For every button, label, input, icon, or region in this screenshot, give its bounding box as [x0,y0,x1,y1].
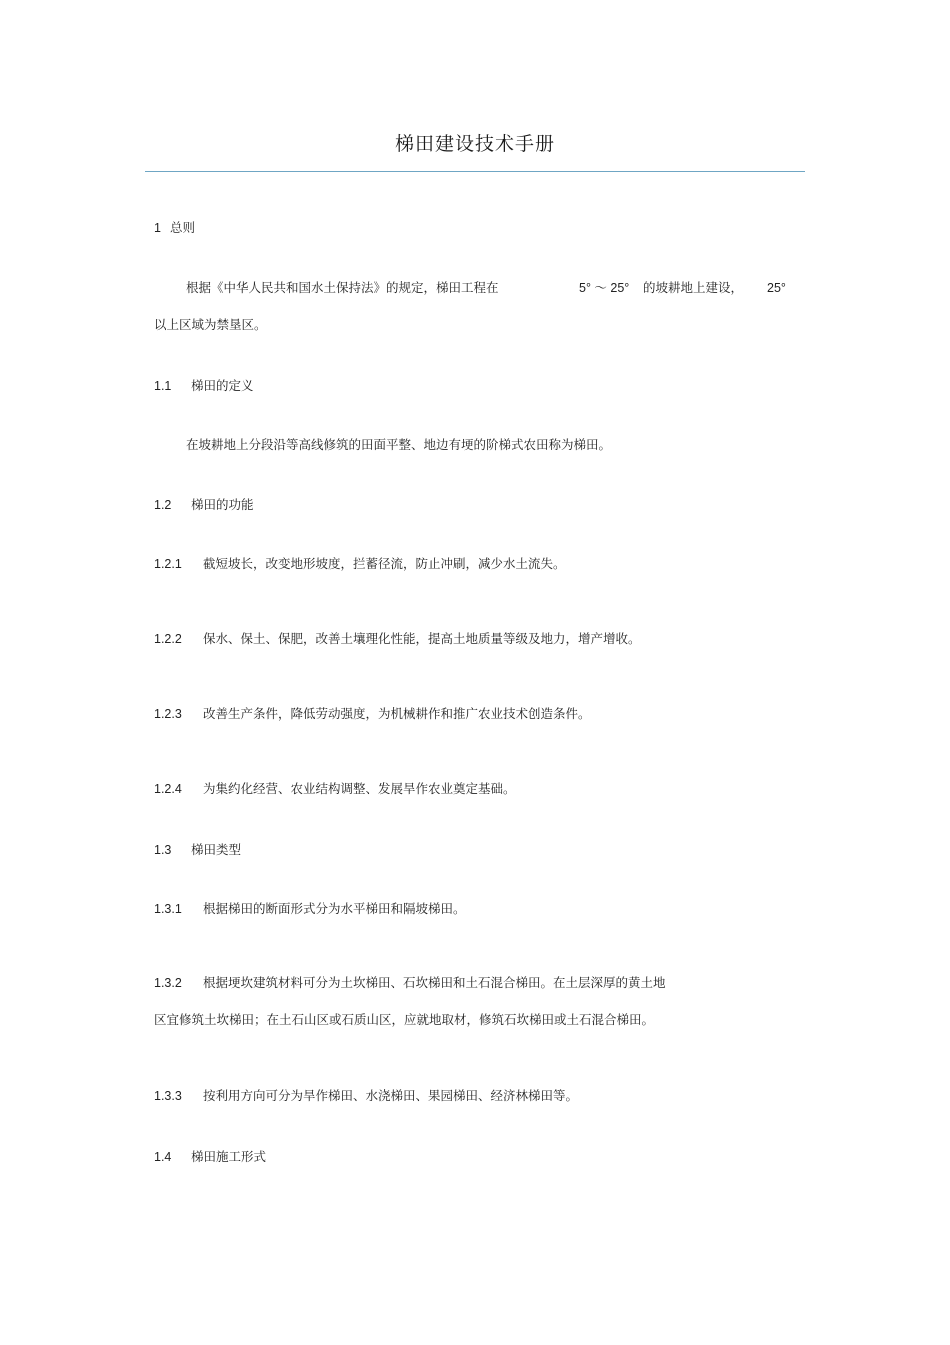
item-text: 根据埂坎建筑材料可分为土坎梯田、石坎梯田和土石混合梯田。在土层深厚的黄土地 [203,975,666,990]
item-number: 1.3.2 [154,976,182,990]
section-number: 1 [154,221,161,235]
item-number: 1.3.1 [154,902,182,916]
list-item [154,706,591,722]
item-text: 根据梯田的断面形式分为水平梯田和隔坡梯田。 [203,901,466,916]
slope-limit: 25° [767,281,786,295]
list-item [154,631,641,647]
item-text: 截短坡长，改变地形坡度，拦蓄径流，防止冲刷，减少水土流失。 [203,556,566,571]
title-divider [145,171,805,172]
section-number: 1.4 [154,1150,172,1164]
item-number: 1.2.1 [154,557,182,571]
item-number: 1.2.2 [154,632,182,646]
item-number: 1.2.4 [154,782,182,796]
section-number: 1.2 [154,498,172,512]
list-item [154,975,666,991]
section-heading-text: 总则 [170,220,196,235]
item-number: 1.3.3 [154,1089,182,1103]
item-text: 按利用方向可分为旱作梯田、水浇梯田、果园梯田、经济林梯田等。 [203,1088,579,1103]
item-text: 保水、保土、保肥，改善土壤理化性能，提高土地质量等级及地力，增产增收。 [203,631,641,646]
list-item [154,556,566,572]
list-item [154,781,516,797]
section-heading-1-2 [154,497,254,513]
section-heading-text: 梯田类型 [191,842,242,857]
paragraph-text: 根据《中华人民共和国水土保持法》的规定，梯田工程在 [186,280,499,295]
list-item [154,901,466,917]
section-heading-text: 梯田的定义 [191,378,254,393]
paragraph-text: 以上区域为禁垦区。 [154,317,267,332]
section-heading-text: 梯田的功能 [191,497,254,512]
paragraph-text: 在坡耕地上分段沿等高线修筑的田面平整、地边有埂的阶梯式农田称为梯田。 [186,437,612,452]
item-text-continuation: 区宜修筑土坎梯田；在土石山区或石质山区，应就地取材，修筑石坎梯田或土石混合梯田。 [154,1012,655,1027]
section-heading-text: 梯田施工形式 [191,1149,267,1164]
section-heading-1-1 [154,378,254,394]
section-heading-1 [154,220,195,236]
section-number: 1.3 [154,843,172,857]
list-item [154,1088,578,1104]
slope-range: 5° ～ 25° [579,281,630,295]
item-text: 为集约化经营、农业结构调整、发展旱作农业奠定基础。 [203,781,516,796]
page-title: 梯田建设技术手册 [394,133,555,155]
section-heading-1-3 [154,842,241,858]
paragraph-text: 的坡耕地上建设， [643,280,744,295]
item-number: 1.2.3 [154,707,182,721]
section-heading-1-4 [154,1149,266,1165]
section-number: 1.1 [154,379,172,393]
item-text: 改善生产条件，降低劳动强度，为机械耕作和推广农业技术创造条件。 [203,706,591,721]
